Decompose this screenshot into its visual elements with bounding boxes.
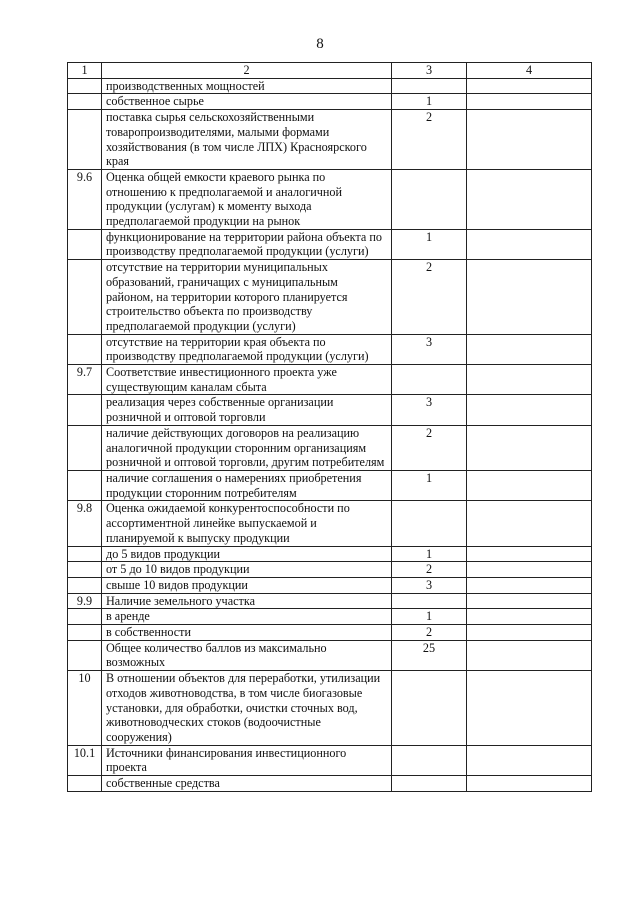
score-cell xyxy=(392,593,467,609)
score-cell: 1 xyxy=(392,470,467,500)
row-number-cell xyxy=(68,395,102,425)
score-cell: 2 xyxy=(392,562,467,578)
extra-cell xyxy=(467,169,592,229)
score-cell xyxy=(392,745,467,775)
extra-cell xyxy=(467,365,592,395)
score-cell: 3 xyxy=(392,334,467,364)
page-number: 8 xyxy=(316,36,324,52)
criterion-text-cell: поставка сырья сельскохозяйственными товаропроизводителями, малыми формами хозяйствования (в том числе ЛПХ) Красноярского края xyxy=(102,110,392,170)
row-number-cell xyxy=(68,260,102,335)
table-row xyxy=(68,501,592,546)
criterion-text-cell: в собственности xyxy=(102,625,392,641)
row-number-cell: 10.1 xyxy=(68,745,102,775)
table-row xyxy=(68,562,592,578)
row-number-cell xyxy=(68,562,102,578)
row-number-cell: 10 xyxy=(68,671,102,746)
extra-cell xyxy=(467,640,592,670)
extra-cell xyxy=(467,501,592,546)
table-row xyxy=(68,260,592,335)
extra-cell xyxy=(467,577,592,593)
extra-cell xyxy=(467,425,592,470)
row-number-cell xyxy=(68,94,102,110)
row-number-cell xyxy=(68,577,102,593)
extra-cell xyxy=(467,625,592,641)
table-row xyxy=(68,776,592,792)
score-cell: 2 xyxy=(392,625,467,641)
row-number-cell xyxy=(68,229,102,259)
criterion-text-cell: до 5 видов продукции xyxy=(102,546,392,562)
criterion-text-cell: отсутствие на территории муниципальных образований, граничащих с муниципальным районом, на территории которого планируется строительство объекта по производству предполагаемой продукции (услуги) xyxy=(102,260,392,335)
criterion-text-cell: собственные средства xyxy=(102,776,392,792)
extra-cell xyxy=(467,671,592,746)
header-cell-4: 4 xyxy=(467,63,592,79)
score-cell: 2 xyxy=(392,110,467,170)
score-cell: 2 xyxy=(392,425,467,470)
row-number-cell xyxy=(68,334,102,364)
extra-cell xyxy=(467,94,592,110)
extra-cell xyxy=(467,562,592,578)
score-cell: 1 xyxy=(392,546,467,562)
criterion-text-cell: собственное сырье xyxy=(102,94,392,110)
criterion-text-cell: наличие действующих договоров на реализацию аналогичной продукции сторонним организациям розничной и оптовой торговли, другим потребителям xyxy=(102,425,392,470)
table-row xyxy=(68,365,592,395)
row-number-cell xyxy=(68,776,102,792)
extra-cell xyxy=(467,229,592,259)
criterion-text-cell: Оценка общей емкости краевого рынка по отношению к предполагаемой и аналогичной продукции (услугам) к моменту выхода предполагаемой продукции на рынок xyxy=(102,169,392,229)
table-row xyxy=(68,609,592,625)
table-row xyxy=(68,745,592,775)
header-cell-1: 1 xyxy=(68,63,102,79)
row-number-cell: 9.9 xyxy=(68,593,102,609)
criterion-text-cell: производственных мощностей xyxy=(102,78,392,94)
table-row xyxy=(68,229,592,259)
row-number-cell xyxy=(68,609,102,625)
criterion-text-cell: Соответствие инвестиционного проекта уже существующим каналам сбыта xyxy=(102,365,392,395)
score-cell: 25 xyxy=(392,640,467,670)
score-cell: 1 xyxy=(392,609,467,625)
score-cell xyxy=(392,501,467,546)
table-row xyxy=(68,577,592,593)
header-cell-2: 2 xyxy=(102,63,392,79)
score-cell: 2 xyxy=(392,260,467,335)
table-row xyxy=(68,78,592,94)
score-cell: 3 xyxy=(392,395,467,425)
score-cell xyxy=(392,671,467,746)
criterion-text-cell: в аренде xyxy=(102,609,392,625)
criterion-text-cell: свыше 10 видов продукции xyxy=(102,577,392,593)
criterion-text-cell: наличие соглашения о намерениях приобретения продукции сторонним потребителям xyxy=(102,470,392,500)
table-row xyxy=(68,625,592,641)
extra-cell xyxy=(467,260,592,335)
extra-cell xyxy=(467,334,592,364)
row-number-cell xyxy=(68,110,102,170)
criterion-text-cell: отсутствие на территории края объекта по производству предполагаемой продукции (услуги) xyxy=(102,334,392,364)
row-number-cell xyxy=(68,425,102,470)
row-number-cell: 9.6 xyxy=(68,169,102,229)
extra-cell xyxy=(467,776,592,792)
table-row xyxy=(68,169,592,229)
criterion-text-cell: Наличие земельного участка xyxy=(102,593,392,609)
row-number-cell xyxy=(68,470,102,500)
table-row xyxy=(68,546,592,562)
row-number-cell xyxy=(68,546,102,562)
criterion-text-cell: В отношении объектов для переработки, утилизации отходов животноводства, в том числе биогазовые установки, для обработки, очистки сточных вод, животноводческих стоков (водоочистные сооружения) xyxy=(102,671,392,746)
extra-cell xyxy=(467,395,592,425)
row-number-cell xyxy=(68,640,102,670)
table-row xyxy=(68,334,592,364)
score-cell xyxy=(392,78,467,94)
table-row xyxy=(68,470,592,500)
row-number-cell: 9.7 xyxy=(68,365,102,395)
criterion-text-cell: Источники финансирования инвестиционного проекта xyxy=(102,745,392,775)
row-number-cell xyxy=(68,625,102,641)
header-row xyxy=(68,63,592,79)
extra-cell xyxy=(467,78,592,94)
table-row xyxy=(68,425,592,470)
criterion-text-cell: Оценка ожидаемой конкурентоспособности по ассортиментной линейке выпускаемой и планируемой к выпуску продукции xyxy=(102,501,392,546)
criterion-text-cell: реализация через собственные организации розничной и оптовой торговли xyxy=(102,395,392,425)
criterion-text-cell: функционирование на территории района объекта по производству предполагаемой продукции (услуги) xyxy=(102,229,392,259)
extra-cell xyxy=(467,593,592,609)
criterion-text-cell: от 5 до 10 видов продукции xyxy=(102,562,392,578)
extra-cell xyxy=(467,609,592,625)
row-number-cell: 9.8 xyxy=(68,501,102,546)
row-number-cell xyxy=(68,78,102,94)
criteria-table xyxy=(67,62,592,792)
score-cell: 1 xyxy=(392,229,467,259)
score-cell xyxy=(392,776,467,792)
table-row xyxy=(68,395,592,425)
extra-cell xyxy=(467,470,592,500)
table-row xyxy=(68,671,592,746)
header-cell-3: 3 xyxy=(392,63,467,79)
extra-cell xyxy=(467,110,592,170)
score-cell xyxy=(392,365,467,395)
score-cell: 3 xyxy=(392,577,467,593)
extra-cell xyxy=(467,546,592,562)
criterion-text-cell: Общее количество баллов из максимально возможных xyxy=(102,640,392,670)
table-row xyxy=(68,593,592,609)
table-row xyxy=(68,640,592,670)
table-row xyxy=(68,110,592,170)
score-cell: 1 xyxy=(392,94,467,110)
extra-cell xyxy=(467,745,592,775)
table-row xyxy=(68,94,592,110)
score-cell xyxy=(392,169,467,229)
